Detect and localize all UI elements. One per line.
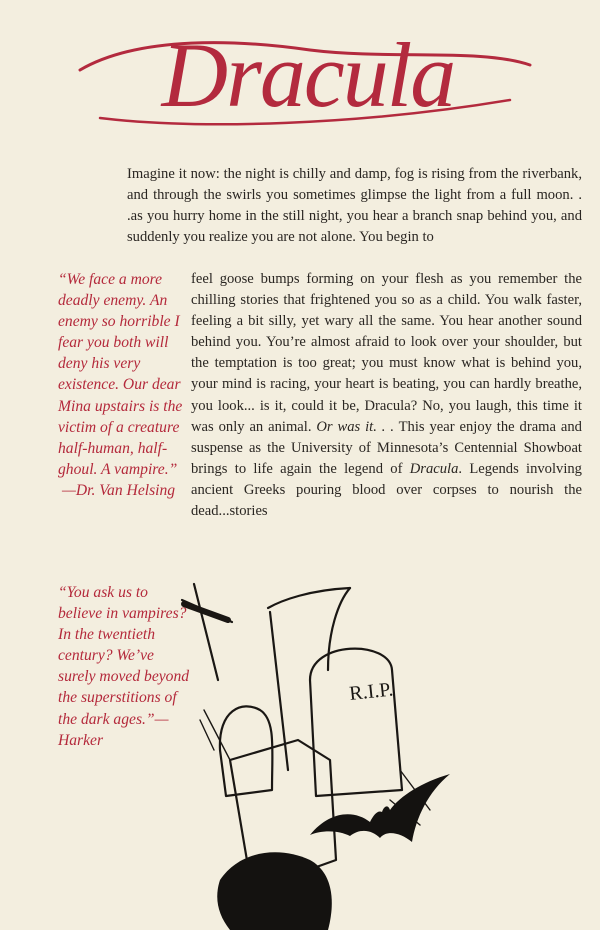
intro-paragraph	[127, 164, 582, 248]
quote-text: “We face a more deadly enemy. An enemy so horrible I fear you both will deny his very existence. Our dear Mina upstairs is the victim of a creature half-human, half-ghoul. A vampire.”	[58, 271, 183, 478]
continuation-emphasis-2: Dracula	[409, 460, 459, 477]
continuation-text-3: . Legends involving ancient Greeks pouring blood over corpses to nourish the dead...stories	[191, 460, 582, 520]
dark-shrub-icon	[217, 852, 332, 930]
tombstone-inscription: R.I.P.	[348, 678, 395, 705]
cross-icon	[182, 584, 232, 680]
quote-text: “You ask us to believe in vampires? In the twentieth century? We’ve surely moved beyond the superstitions of the dark ages.”—	[58, 584, 190, 728]
continuation-paragraph	[191, 269, 582, 522]
quote-attribution: Harker	[58, 731, 104, 749]
continuation-text-2: This year enjoy the drama and suspense as the University of Minnesota’s Centennial Showboat brings to life again the legend of	[191, 418, 582, 477]
page-title: Dracula	[161, 24, 455, 126]
intro-text: Imagine it now: the night is chilly and damp, fog is rising from the riverbank, and through the swirls you sometimes glimpse the light from a full moon. . .as you hurry home in the still night, you hear a branch snap behind you, and suddenly you realize you are not alone. You begin to	[127, 166, 582, 246]
continuation-emphasis-1: Or was it. . .	[316, 418, 394, 435]
continuation-text-1: feel goose bumps forming on your flesh as you remember the chilling stories that frightened you so as a child. You walk faster, feeling a bit silly, yet wary all the same. You hear another sound behind you. You’re almost afraid to look over your shoulder, but the temptation is too great; you must know what is behind you, your mind is racing, your heart is beating, you can hardly breathe, you look... is it, could it be, Dracula? No, you laugh, this time it was only an animal.	[191, 271, 582, 435]
quote-attribution: —Dr. Van Helsing	[62, 481, 176, 499]
pull-quote-van-helsing	[58, 269, 190, 501]
tombstone-rip-icon	[310, 649, 402, 796]
tombstone-left-icon	[220, 706, 273, 796]
graveyard-illustration	[160, 560, 600, 930]
